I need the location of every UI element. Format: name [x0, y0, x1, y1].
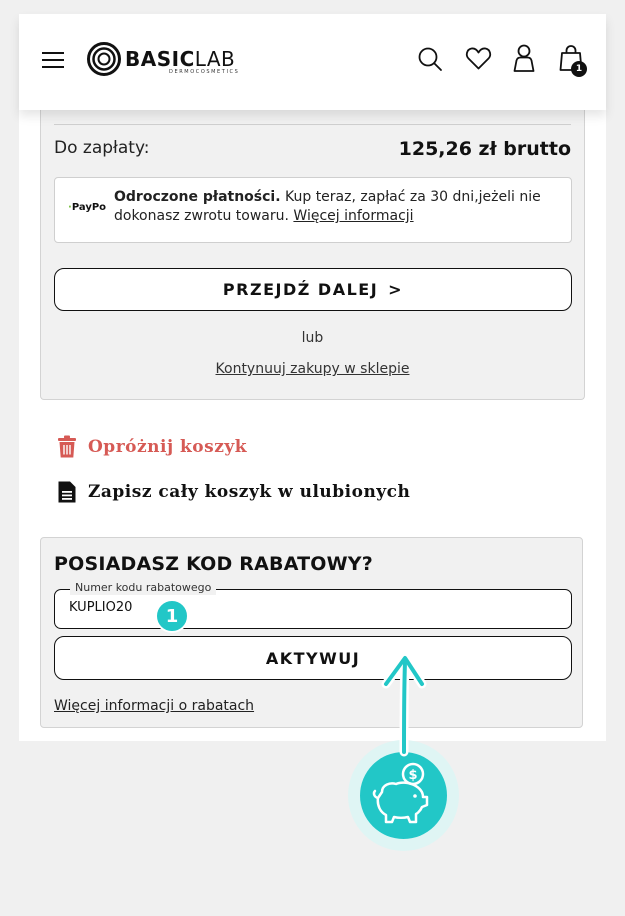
or-separator: lub [301, 330, 324, 346]
empty-cart-label: Opróżnij koszyk [88, 437, 248, 457]
total-label: Do zapłaty: [54, 138, 150, 158]
proceed-button-label: PRZEJDŹ DALEJ [222, 280, 379, 299]
logo-mark-icon [87, 42, 121, 76]
activate-coupon-button[interactable] [54, 636, 572, 680]
logo-text: BASICLAB [125, 47, 236, 71]
cart-button[interactable] [559, 44, 583, 72]
chevron-right-icon: > [388, 280, 404, 299]
pointer-arrow-icon [370, 640, 440, 760]
coupon-title: POSIADASZ KOD RABATOWY? [54, 553, 373, 575]
divider [54, 124, 571, 125]
trash-icon [56, 435, 78, 459]
coupon-code-field[interactable] [54, 581, 572, 629]
site-header [19, 14, 606, 110]
document-icon [56, 480, 78, 504]
search-icon[interactable] [417, 46, 443, 72]
paypo-logo: ·PayPo [68, 202, 107, 213]
coupon-field-label: Numer kodu rabatowego [70, 581, 216, 595]
activate-button-label: AKTYWUJ [265, 648, 361, 668]
menu-icon[interactable] [42, 52, 64, 68]
proceed-button[interactable] [54, 268, 572, 311]
total-value: 125,26 zł brutto [398, 138, 571, 160]
piggy-bank-icon [360, 752, 447, 839]
save-cart-button[interactable] [56, 480, 410, 504]
step-number-badge: 1 [155, 599, 189, 633]
svg-text:$: $ [408, 768, 418, 783]
paypo-info-box [54, 177, 572, 243]
continue-shopping-link[interactable]: Kontynuuj zakupy w sklepie [215, 361, 410, 377]
promo-badge-inner [360, 752, 447, 839]
logo-subtitle: DERMOCOSMETICS [169, 69, 240, 75]
order-summary [40, 100, 585, 400]
empty-cart-button[interactable] [56, 435, 247, 459]
heart-icon[interactable] [465, 46, 492, 71]
coupon-info-link[interactable]: Więcej informacji o rabatach [54, 698, 255, 714]
cart-count-badge: 1 [571, 61, 587, 77]
save-cart-label: Zapisz cały koszyk w ulubionych [88, 482, 411, 502]
paypo-description: Odroczone płatności. Kup teraz, zapłać za 30 dni,jeżeli nie dokonasz zwrotu towaru. Więcej informacji [114, 189, 541, 224]
paypo-more-link[interactable]: Więcej informacji [293, 208, 414, 224]
user-icon[interactable] [512, 43, 536, 73]
coupon-section [40, 537, 583, 728]
